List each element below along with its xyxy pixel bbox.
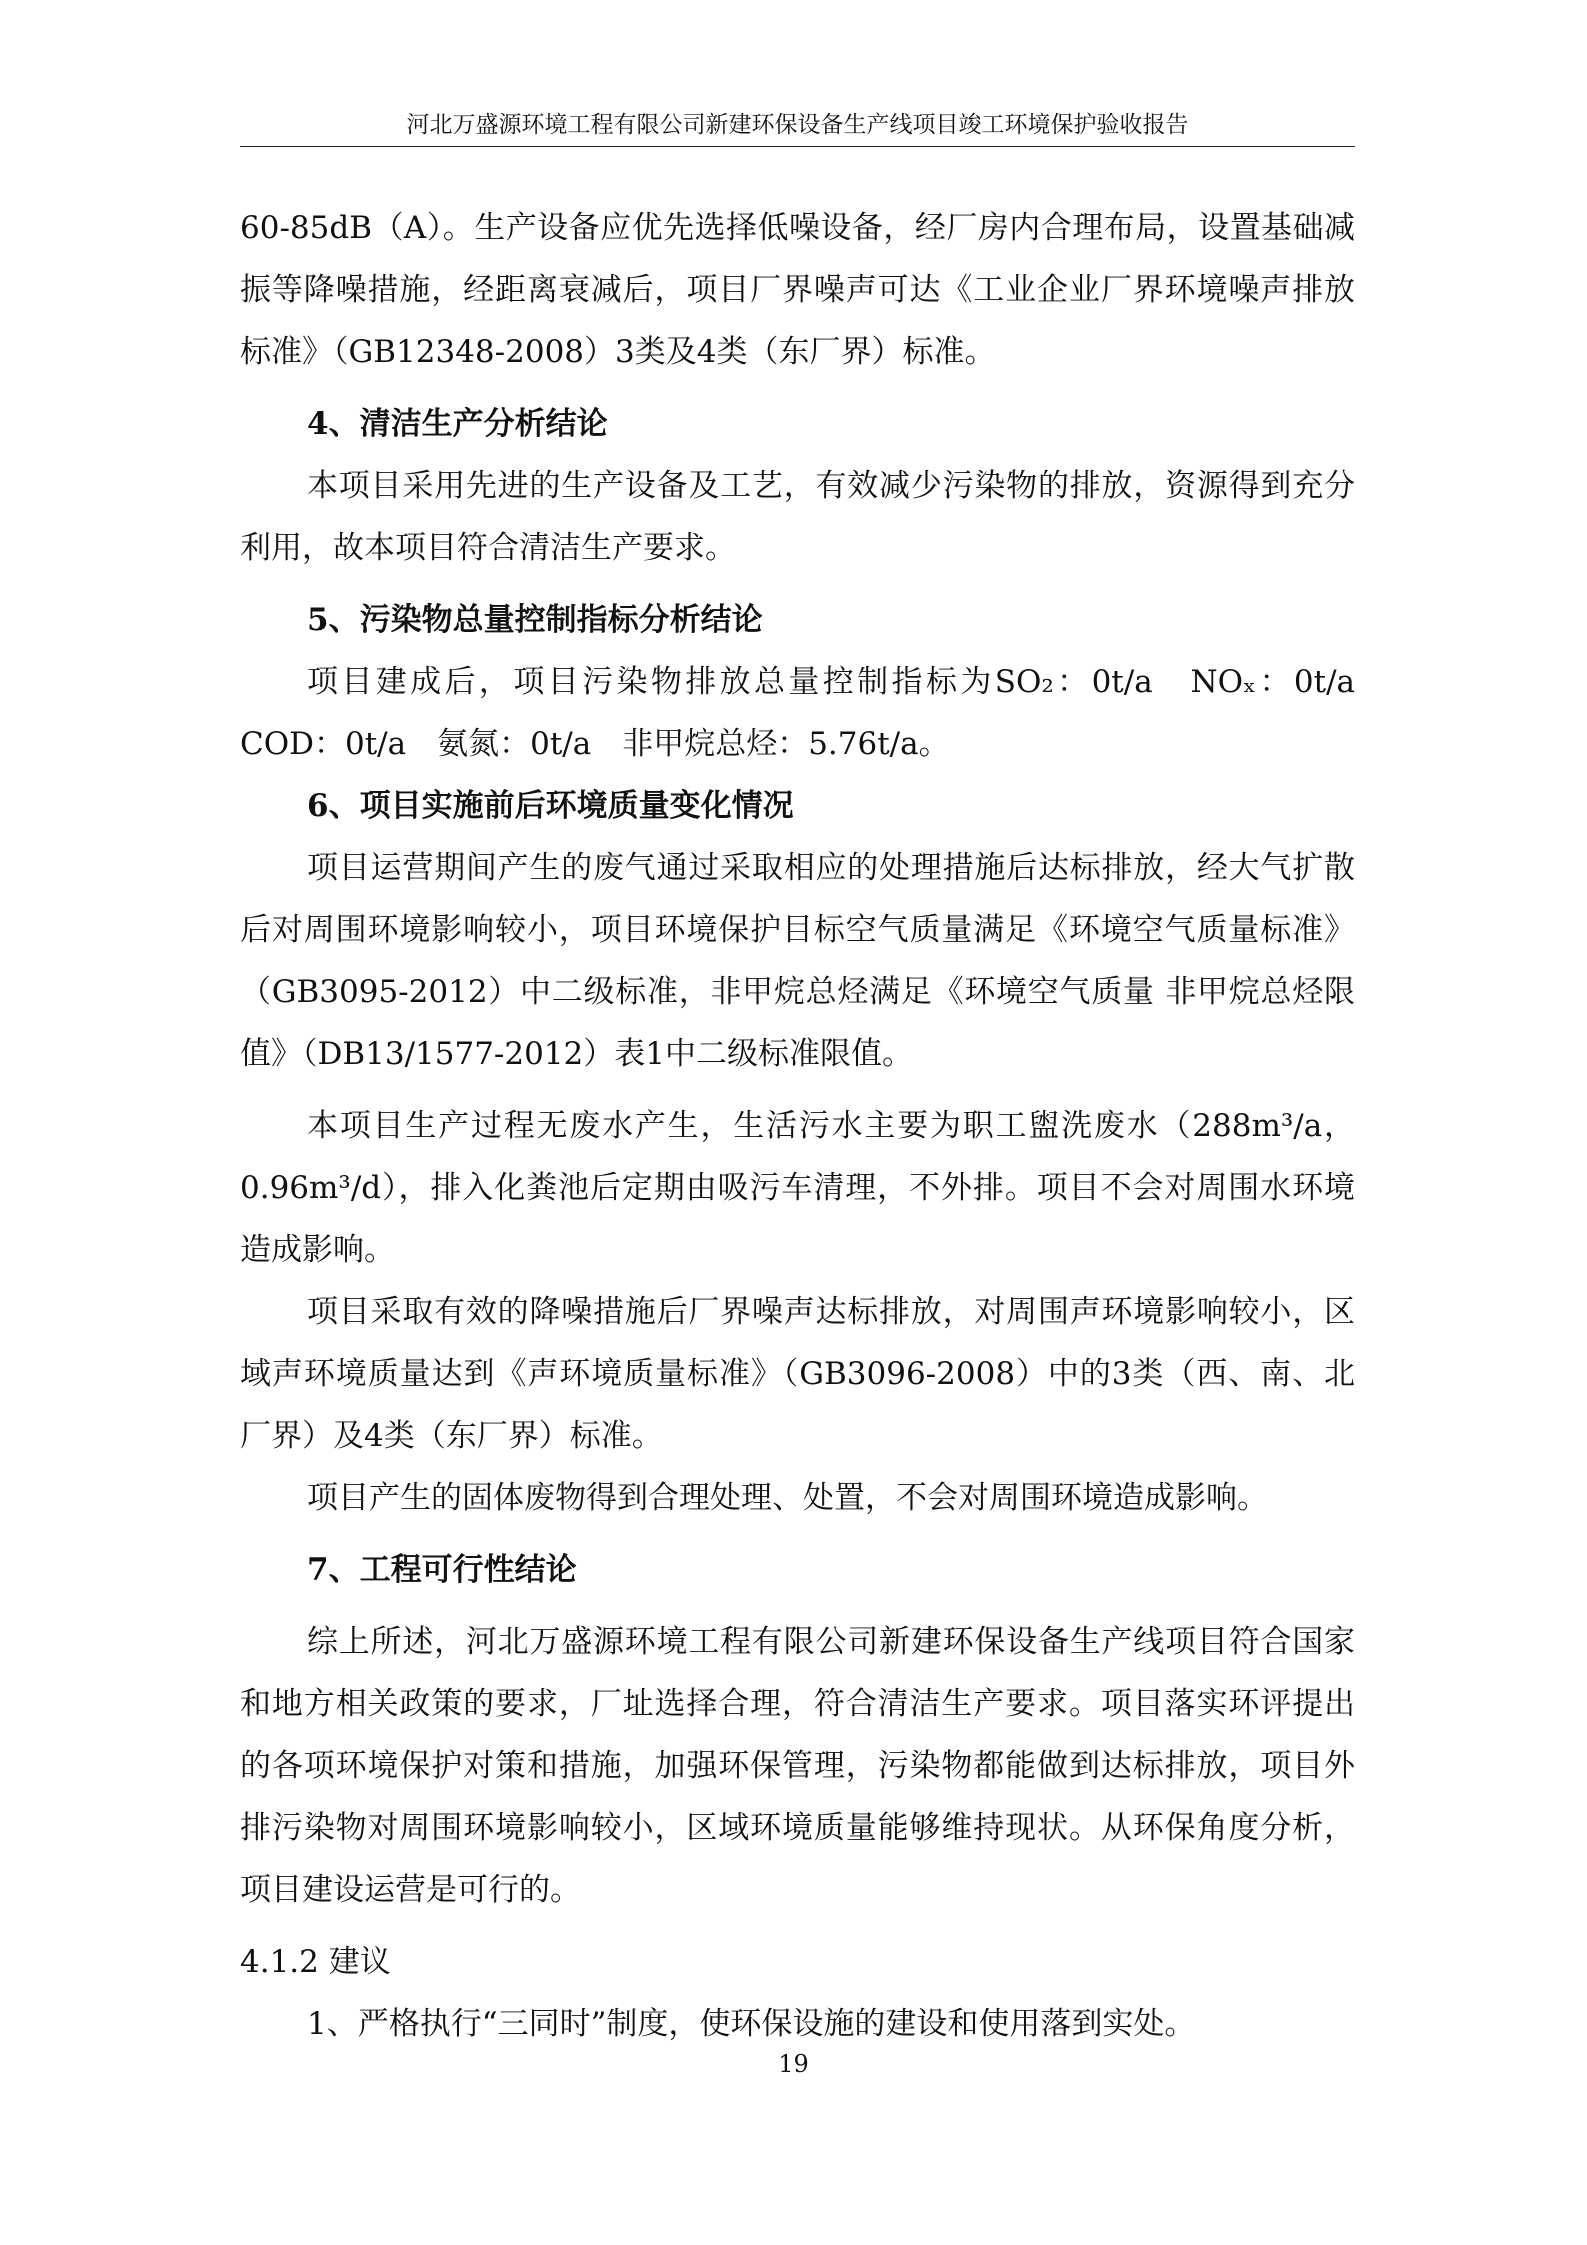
heading-total-control: 5、污染物总量控制指标分析结论 (307, 602, 763, 638)
heading-clean-production: 4、清洁生产分析结论 (307, 406, 608, 442)
paragraph-wastewater: 本项目生产过程无废水产生，生活污水主要为职工盥洗废水（288m³/a，0.96m³/d），排入化粪池后定期由吸污车清理，不外排。项目不会对周围水环境造成影响。 (240, 1108, 1355, 1268)
heading-feasibility: 7、工程可行性结论 (307, 1552, 577, 1588)
header-title: 河北万盛源环境工程有限公司新建环保设备生产线项目竣工环境保护验收报告 (406, 112, 1189, 138)
paragraph-clean-production: 本项目采用先进的生产设备及工艺，有效减少污染物的排放，资源得到充分利用，故本项目符合清洁生产要求。 (240, 468, 1355, 566)
paragraph-noise-quality: 项目采取有效的降噪措施后厂界噪声达标排放，对周围声环境影响较小，区域声环境质量达到《声环境质量标准》（GB3096-2008）中的3类（西、南、北厂界）及4类（东厂界）标准。 (240, 1294, 1355, 1454)
document-body (240, 197, 1386, 2055)
heading-quality-change: 6、项目实施前后环境质量变化情况 (307, 788, 794, 824)
page-header (240, 108, 1355, 147)
paragraph-suggestion-1: 1、严格执行“三同时”制度，使环保设施的建设和使用落到实处。 (307, 2006, 1196, 2042)
paragraph-air-quality: 项目运营期间产生的废气通过采取相应的处理措施后达标排放，经大气扩散后对周围环境影响较小，项目环境保护目标空气质量满足《环境空气质量标准》（GB3095-2012）中二级标准，非甲烷总烃满足《环境空气质量 非甲烷总烃限值》（DB13/1577-2012）表1中二级标准限值。 (240, 850, 1355, 1072)
heading-suggestions: 4.1.2 建议 (240, 1944, 391, 1980)
page-number: 19 (778, 2050, 809, 2078)
paragraph-solid-waste: 项目产生的固体废物得到合理处理、处置，不会对周围环境造成影响。 (307, 1480, 1268, 1516)
paragraph-feasibility: 综上所述，河北万盛源环境工程有限公司新建环保设备生产线项目符合国家和地方相关政策的要求，厂址选择合理，符合清洁生产要求。项目落实环评提出的各项环境保护对策和措施，加强环保管理，污染物都能做到达标排放，项目外排污染物对周围环境影响较小，区域环境质量能够维持现状。从环保角度分析，项目建设运营是可行的。 (240, 1624, 1355, 1908)
paragraph-total-control: 项目建成后，项目污染物排放总量控制指标为SO₂：0t/a NOₓ：0t/a COD：0t/a 氨氮：0t/a 非甲烷总烃：5.76t/a。 (240, 664, 1386, 762)
paragraph-noise-conclusion: 60-85dB（A）。生产设备应优先选择低噪设备，经厂房内合理布局，设置基础减振等降噪措施，经距离衰减后，项目厂界噪声可达《工业企业厂界环境噪声排放标准》（GB12348-2008）3类及4类（东厂界）标准。 (240, 210, 1355, 370)
